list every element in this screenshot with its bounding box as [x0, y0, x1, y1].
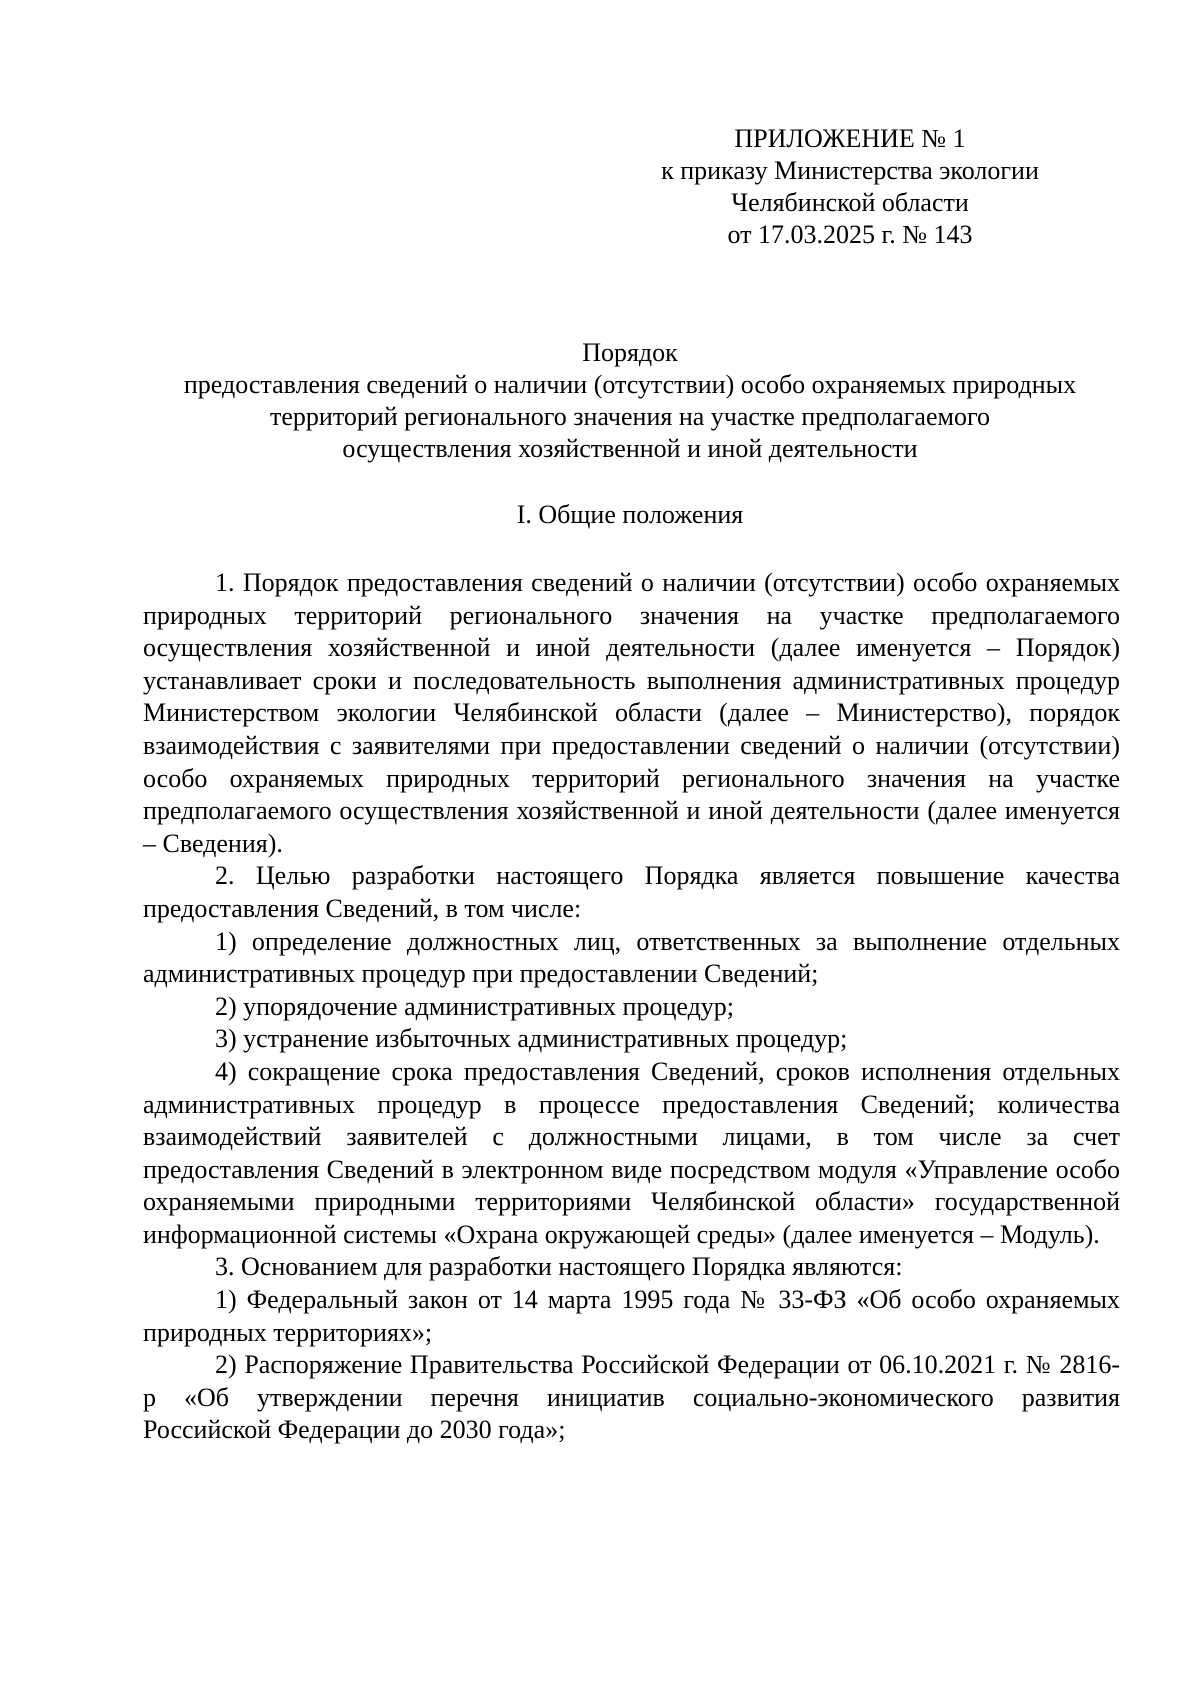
- appendix-region: Челябинской области: [731, 188, 969, 217]
- paragraph: 2) упорядочение административных процедур;: [215, 991, 735, 1021]
- title-line-4: осуществления хозяйственной и иной деятельности: [342, 434, 918, 463]
- appendix-number: ПРИЛОЖЕНИЕ № 1: [734, 124, 966, 153]
- paragraph: 1) Федеральный закон от 14 марта 1995 года № 33-ФЗ «Об особо охраняемых природных территориях»;: [143, 1285, 1120, 1347]
- section-heading: I. Общие положения: [516, 500, 744, 529]
- document-title: [140, 337, 1120, 465]
- paragraph: 3) устранение избыточных административных процедур;: [215, 1024, 848, 1054]
- document-body: [143, 567, 1120, 1447]
- title-line-2: предоставления сведений о наличии (отсутствии) особо охраняемых природных: [183, 370, 1077, 399]
- paragraph: 1) определение должностных лиц, ответственных за выполнение отдельных административных процедур при предоставлении Сведений;: [143, 926, 1120, 989]
- title-line-3: территорий регионального значения на участке предполагаемого: [270, 402, 990, 431]
- title-line-1: Порядок: [582, 338, 678, 367]
- appendix-header: [650, 123, 1050, 251]
- paragraph: 3. Основанием для разработки настоящего Порядка являются:: [215, 1252, 903, 1282]
- paragraph: 4) сокращение срока предоставления Сведений, сроков исполнения отдельных административных процедур в процессе предоставления Сведений; количества взаимодействий заявителей с должностными лицами, в том числе за счет предоставления Сведений в электронном виде посредством модуля «Управление особо охраняемыми природными территориями Челябинской области» государственной информационной системы «Охрана окружающей среды» (далее именуется – Модуль).: [143, 1056, 1120, 1249]
- paragraph: 1. Порядок предоставления сведений о наличии (отсутствии) особо охраняемых природных территорий регионального значения на участке предполагаемого осуществления хозяйственной и иной деятельности (далее именуется – Порядок) устанавливает сроки и последовательность выполнения административных процедур Министерством экологии Челябинской области (далее – Министерство), порядок взаимодействия с заявителями при предоставлении сведений о наличии (отсутствии) особо охраняемых природных территорий регионального значения на участке предполагаемого осуществления хозяйственной и иной деятельности (далее именуется – Сведения).: [143, 568, 1120, 858]
- appendix-date-number: от 17.03.2025 г. № 143: [727, 220, 973, 249]
- appendix-order-reference: к приказу Министерства экологии: [661, 156, 1039, 185]
- paragraph: 2. Целью разработки настоящего Порядка является повышение качества предоставления Сведений, в том числе:: [143, 861, 1120, 923]
- paragraph: 2) Распоряжение Правительства Российской Федерации от 06.10.2021 г. № 2816-р «Об утверждении перечня инициатив социально-экономического развития Российской Федерации до 2030 года»;: [143, 1350, 1120, 1445]
